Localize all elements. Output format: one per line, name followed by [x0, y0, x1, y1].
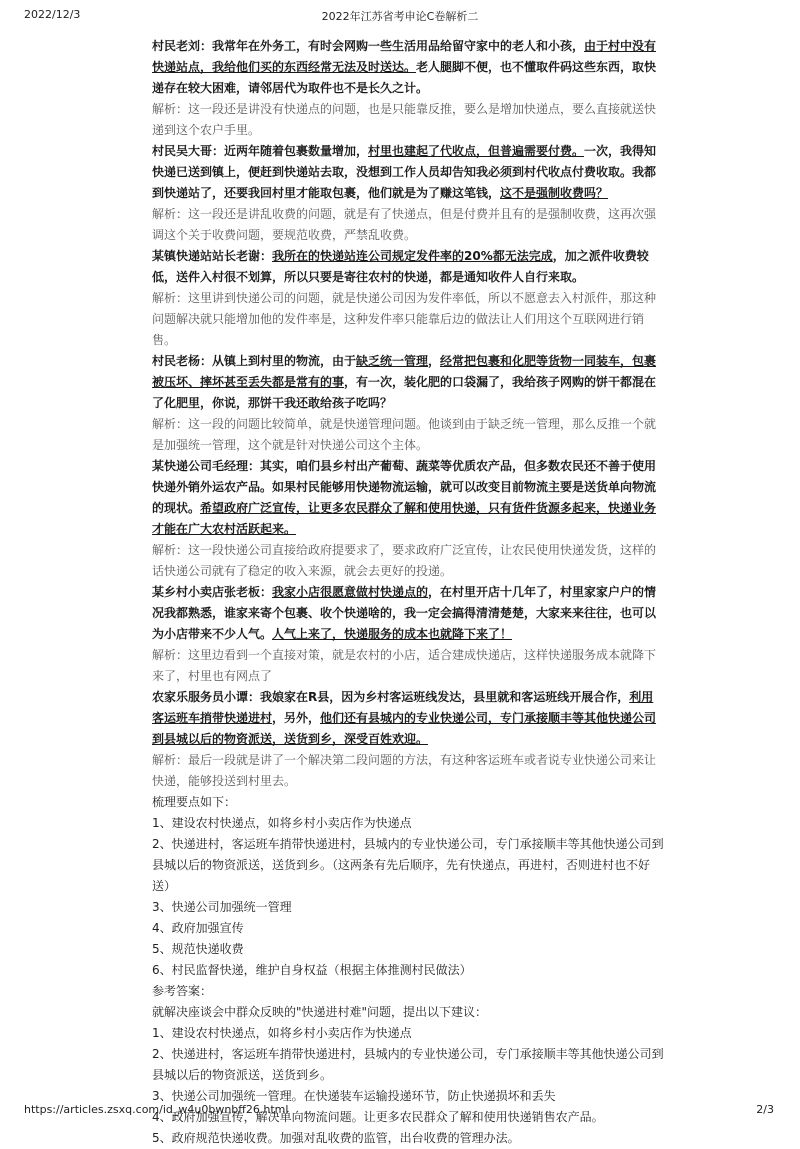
text-segment: 村民老刘：我常年在外务工，有时会网购一些生活用品给留守家中的老人和小孩， — [152, 39, 585, 53]
analysis-paragraph — [152, 750, 664, 792]
quote-paragraph — [152, 141, 664, 204]
analysis-paragraph — [152, 288, 664, 351]
text-segment: 某镇快递站站长老谢： — [152, 249, 273, 263]
quote-paragraph — [152, 246, 664, 288]
quote-paragraph — [152, 456, 664, 540]
text-segment: 5、政府规范快递收费。加强对乱收费的监管，出台收费的管理办法。 — [152, 1131, 520, 1145]
underlined-text: 他们还有县城内的专业快递公司，专门承接顺丰等其他快递公司到县城以后的物资派送，送货到乡，深受百姓欢迎。 — [152, 711, 657, 746]
text-paragraph — [152, 1002, 664, 1023]
text-segment: 解析：这一段还是讲乱收费的问题，就是有了快递点，但是付费并且有的是强制收费，这再次强调这个关于收费问题，要规范收费，严禁乱收费。 — [152, 207, 657, 242]
text-segment: 6、村民监督快递，维护自身权益（根据主体推测村民做法） — [152, 963, 472, 977]
page-title: 2022年江苏省考申论C卷解析二 — [321, 10, 479, 23]
article-body — [152, 36, 664, 1149]
text-segment: 解析：这一段还是讲没有快递点的问题，也是只能靠反推，要么是增加快递点，要么直接就送快递到这个农户手里。 — [152, 102, 657, 137]
text-segment: 老人腿脚不便，也不懂取件码这些东西，取快递存在较大困难，请邻居代为取件也不是长久之计。 — [152, 60, 657, 95]
text-paragraph — [152, 960, 664, 981]
analysis-paragraph — [152, 204, 664, 246]
text-segment: ，在村里开店十几年了，村里家家户户的情况我都熟悉，谁家来寄个包裹、收个快递啥的，我一定会搞得清清楚楚，大家来来往往，也可以为小店带来不少人气。 — [152, 585, 657, 641]
page-url: https://articles.zsxq.com/id_w4u0bwnbff26.html — [24, 1103, 289, 1116]
text-segment: 解析：这一段的问题比较简单，就是快递管理问题。他谈到由于缺乏统一管理，那么反推一个就是加强统一管理，这个就是针对快递公司这个主体。 — [152, 417, 657, 452]
analysis-paragraph — [152, 540, 664, 582]
underlined-text: 希望政府广泛宣传，让更多农民群众了解和使用快递，只有货件货源多起来，快递业务才能在广大农村活跃起来。 — [152, 501, 657, 536]
text-paragraph — [152, 981, 664, 1002]
text-paragraph — [152, 1044, 664, 1086]
text-paragraph — [152, 834, 664, 897]
underlined-text: 利用客运班车捎带快递进村 — [152, 690, 654, 725]
underlined-text: 我家小店很愿意做村快递点的 — [272, 585, 429, 599]
underlined-text: 经常把包裹和化肥等货物一同装车，包裹被压坏、摔坏甚至丢失都是常有的事 — [152, 354, 657, 389]
text-segment: 村民吴大哥：近两年随着包裹数量增加， — [152, 144, 369, 158]
underlined-text: 村里也建起了代收点，但普遍需要付费。 — [368, 144, 585, 158]
print-date: 2022/12/3 — [24, 8, 81, 21]
text-segment: 某快递公司毛经理：其实，咱们县乡村出产葡萄、蔬菜等优质农产品，但多数农民还不善于使用快递外销外运农产品。如果村民能够用快递物流运输，就可以改变目前物流主要是送货单向物流的现状。 — [152, 459, 657, 515]
text-segment: 某乡村小卖店张老板： — [152, 585, 273, 599]
text-segment: ，有一次，装化肥的口袋漏了，我给孩子网购的饼干都混在了化肥里，你说，那饼干我还敢给孩子吃吗？ — [152, 375, 657, 410]
text-segment: 5、规范快递收费 — [152, 942, 244, 956]
text-segment: 村民老杨：从镇上到村里的物流，由于 — [152, 354, 357, 368]
text-segment: ，另外， — [272, 711, 321, 725]
text-paragraph — [152, 813, 664, 834]
text-segment: 1、建设农村快递点，如将乡村小卖店作为快递点 — [152, 816, 412, 830]
text-paragraph — [152, 1023, 664, 1044]
text-segment: 解析：这里边看到一个直接对策，就是农村的小店，适合建成快递店，这样快递服务成本就降下来了，村里也有网点了 — [152, 648, 657, 683]
text-segment: 参考答案： — [152, 984, 213, 998]
underlined-text: 缺乏统一管理 — [356, 354, 429, 368]
text-segment: 2、快递进村，客运班车捎带快递进村，县城内的专业快递公司，专门承接顺丰等其他快递公司到县城以后的物资派送，送货到乡。（这两条有先后顺序，先有快递点，再进村，否则进村也不好送） — [152, 837, 664, 893]
analysis-paragraph — [152, 645, 664, 687]
text-paragraph — [152, 792, 664, 813]
text-paragraph — [152, 897, 664, 918]
text-segment: ， — [428, 354, 441, 368]
analysis-paragraph — [152, 99, 664, 141]
text-paragraph — [152, 918, 664, 939]
text-segment: 4、政府加强宣传，解决单向物流问题。让更多农民群众了解和使用快递销售农产品。 — [152, 1110, 604, 1124]
underlined-text: 这不是强制收费吗？ — [500, 186, 609, 200]
text-paragraph — [152, 939, 664, 960]
analysis-paragraph — [152, 414, 664, 456]
text-segment: 解析：这里讲到快递公司的问题，就是快递公司因为发件率低，所以不愿意去入村派件，那这种问题解决就只能增加他的发件率是，这种发件率只能靠后边的做法让人们用这个互联网进行销售。 — [152, 291, 657, 347]
text-segment: 1、建设农村快递点，如将乡村小卖店作为快递点 — [152, 1026, 412, 1040]
text-segment: 一次，我得知快递已送到镇上，便赶到快递站去取，没想到工作人员却告知我必须到村代收点付费收取。我都到快递站了，还要我回村里才能取包裹，他们就是为了赚这笔钱， — [152, 144, 657, 200]
text-segment: 解析：这一段快递公司直接给政府提要求了，要求政府广泛宣传，让农民使用快递发货，这样的话快递公司就有了稳定的收入来源，就会去更好的投递。 — [152, 543, 657, 578]
text-segment: 就解决座谈会中群众反映的"快递进村难"问题，提出以下建议： — [152, 1005, 488, 1019]
quote-paragraph — [152, 582, 664, 645]
underlined-text: 我所在的快递站连公司规定发件率的20%都无法完成 — [272, 249, 553, 263]
text-segment: 解析：最后一段就是讲了一个解决第二段问题的方法，有这种客运班车或者说专业快递公司来让快递，能够投送到村里去。 — [152, 753, 657, 788]
text-segment: ，加之派件收费较低，送件入村很不划算，所以只要是寄往农村的快递，都是通知收件人自行来取。 — [152, 249, 649, 284]
text-segment: 3、快递公司加强统一管理 — [152, 900, 292, 914]
underlined-text: 由于村中没有快递站点，我给他们买的东西经常无法及时送达。 — [152, 39, 657, 74]
underlined-text: 人气上来了，快递服务的成本也就降下来了！ — [272, 627, 513, 641]
text-paragraph — [152, 1128, 664, 1149]
text-segment: 梳理要点如下： — [152, 795, 237, 809]
quote-paragraph — [152, 687, 664, 750]
quote-paragraph — [152, 351, 664, 414]
text-segment: 农家乐服务员小谭：我娘家在R县，因为乡村客运班线发达，县里就和客运班线开展合作， — [152, 690, 630, 704]
quote-paragraph — [152, 36, 664, 99]
text-segment: 4、政府加强宣传 — [152, 921, 244, 935]
text-segment: 2、快递进村，客运班车捎带快递进村，县城内的专业快递公司，专门承接顺丰等其他快递公司到县城以后的物资派送，送货到乡。 — [152, 1047, 664, 1082]
page-number: 2/3 — [756, 1103, 774, 1116]
text-segment: 3、快递公司加强统一管理。在快递装车运输投递环节，防止快递损坏和丢失 — [152, 1089, 556, 1103]
